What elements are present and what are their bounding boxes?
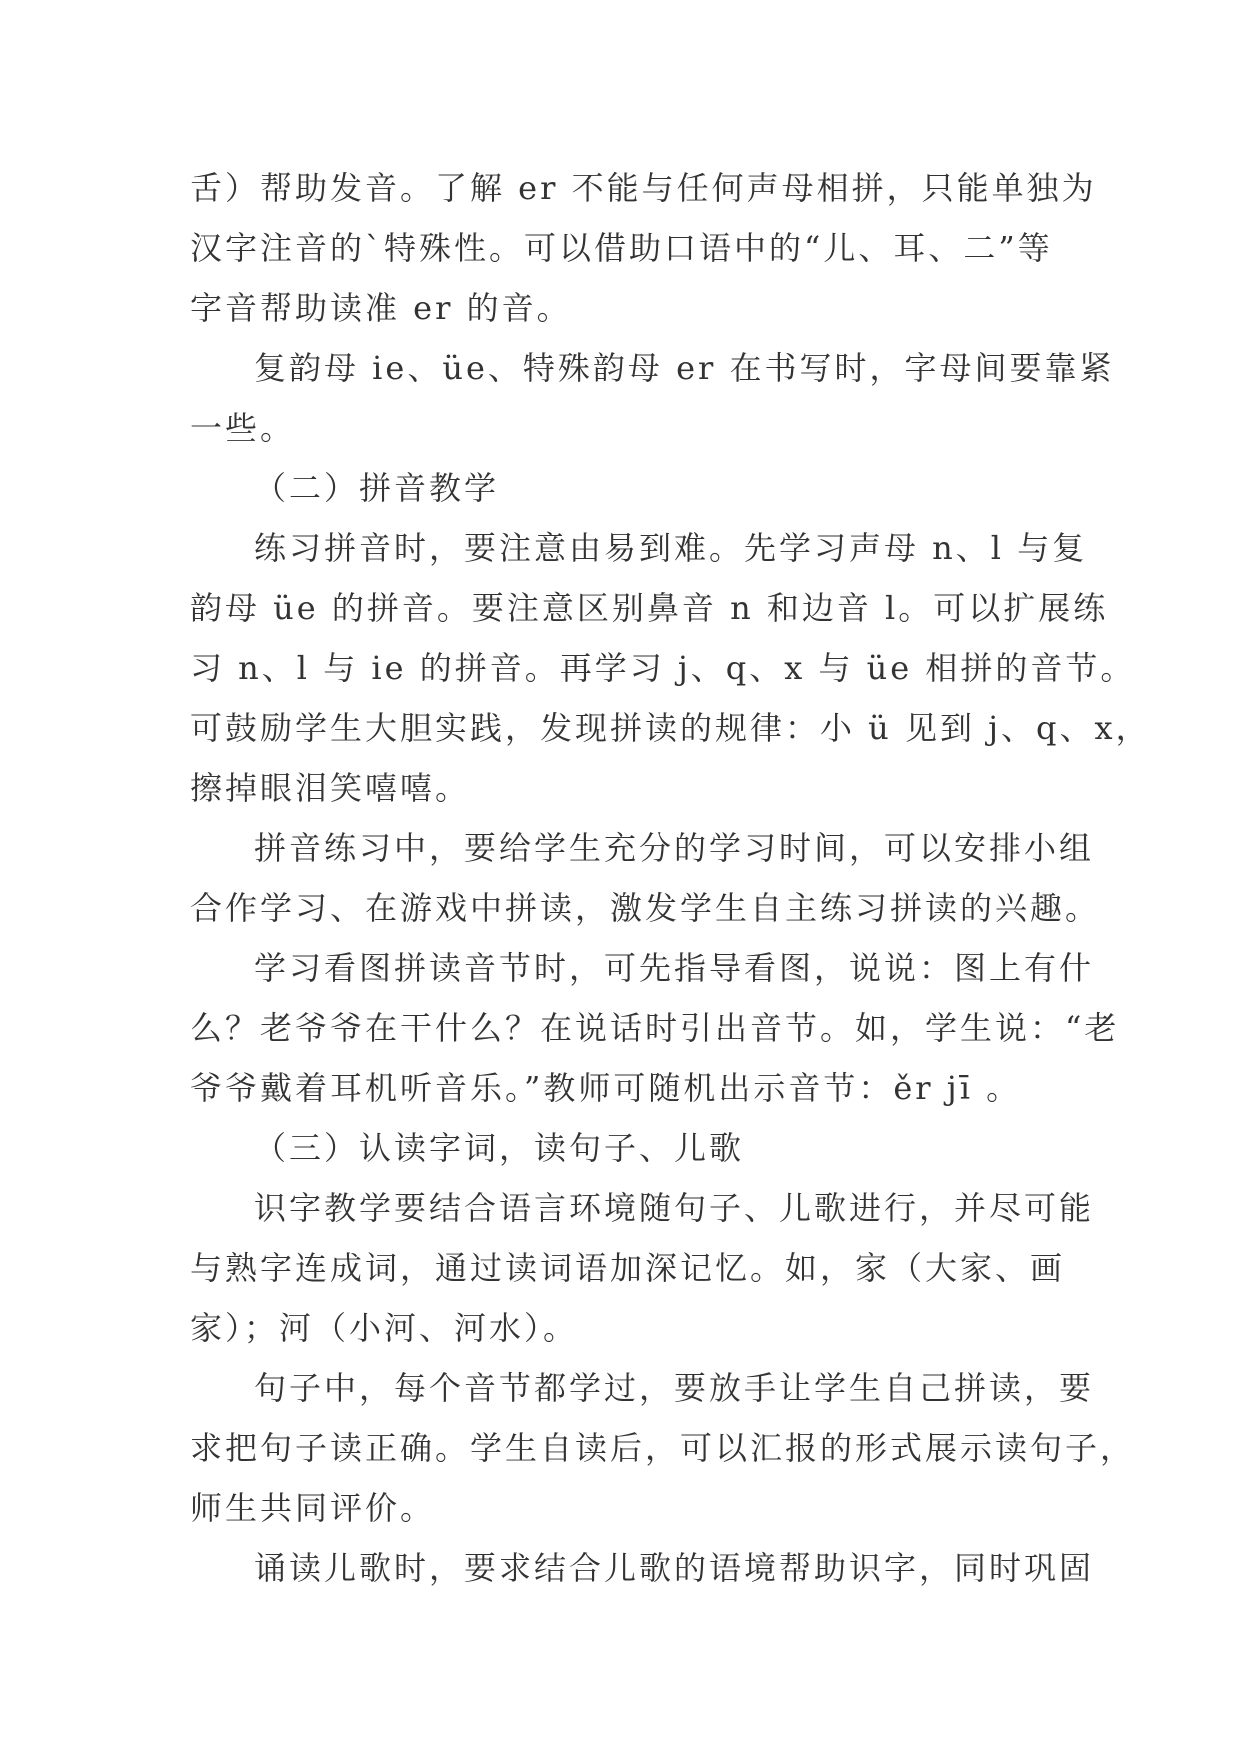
paragraph: [190, 338, 1115, 458]
text-line: 爷爷戴着耳机听音乐。”教师可随机出示音节：ěr jī 。: [190, 1069, 1022, 1107]
text-line: 韵母 üe 的拼音。要注意区别鼻音 n 和边音 l。可以扩展练: [190, 589, 1109, 627]
text-line: 可鼓励学生大胆实践，发现拼读的规律：小 ü 见到 j、q、x，: [190, 709, 1151, 747]
text-line: 拼音练习中，要给学生充分的学习时间，可以安排小组: [254, 829, 1095, 867]
text-line: 么？老爷爷在干什么？在说话时引出音节。如，学生说：“老: [190, 1009, 1120, 1047]
text-line: 与熟字连成词，通过读词语加深记忆。如，家（大家、画: [190, 1249, 1066, 1287]
text-line: 家）；河（小河、河水）。: [190, 1309, 579, 1347]
text-line: 师生共同评价。: [190, 1489, 436, 1527]
text-line: 一些。: [190, 409, 296, 447]
text-line: 学习看图拼读音节时，可先指导看图，说说：图上有什: [254, 949, 1095, 987]
paragraph: [190, 1538, 1095, 1598]
document-body: [190, 158, 1151, 1598]
text-line: 诵读儿歌时，要求结合儿歌的语境帮助识字，同时巩固: [254, 1549, 1095, 1587]
text-line: 合作学习、在游戏中拼读，激发学生自主练习拼读的兴趣。: [190, 889, 1101, 927]
section-heading: [190, 1118, 1050, 1178]
section-heading: [190, 458, 1050, 518]
paragraph: [190, 818, 1101, 938]
paragraph: [190, 518, 1151, 818]
text-line: 舌）帮助发音。了解 er 不能与任何声母相拼，只能单独为: [190, 169, 1097, 207]
paragraph: [190, 158, 1097, 338]
text-line: 习 n、l 与 ie 的拼音。再学习 j、q、x 与 üe 相拼的音节。: [190, 649, 1136, 687]
text-line: 擦掉眼泪笑嘻嘻。: [190, 769, 471, 807]
text-line: 练习拼音时，要注意由易到难。先学习声母 n、l 与复: [254, 529, 1088, 567]
section-heading-text: （二）拼音教学: [254, 469, 500, 507]
paragraph: [190, 938, 1120, 1118]
text-line: 求把句子读正确。学生自读后，可以汇报的形式展示读句子，: [190, 1429, 1136, 1467]
text-line: 字音帮助读准 er 的音。: [190, 289, 572, 327]
text-line: 复韵母 ie、üe、特殊韵母 er 在书写时，字母间要靠紧: [254, 349, 1115, 387]
text-line: 识字教学要结合语言环境随句子、儿歌进行，并尽可能: [254, 1189, 1095, 1227]
paragraph: [190, 1358, 1136, 1538]
text-line: 汉字注音的`特殊性。可以借助口语中的“儿、耳、二”等: [190, 229, 1053, 267]
paragraph: [190, 1178, 1095, 1358]
text-line: 句子中，每个音节都学过，要放手让学生自己拼读，要: [254, 1369, 1095, 1407]
section-heading-text: （三）认读字词，读句子、儿歌: [254, 1129, 745, 1167]
